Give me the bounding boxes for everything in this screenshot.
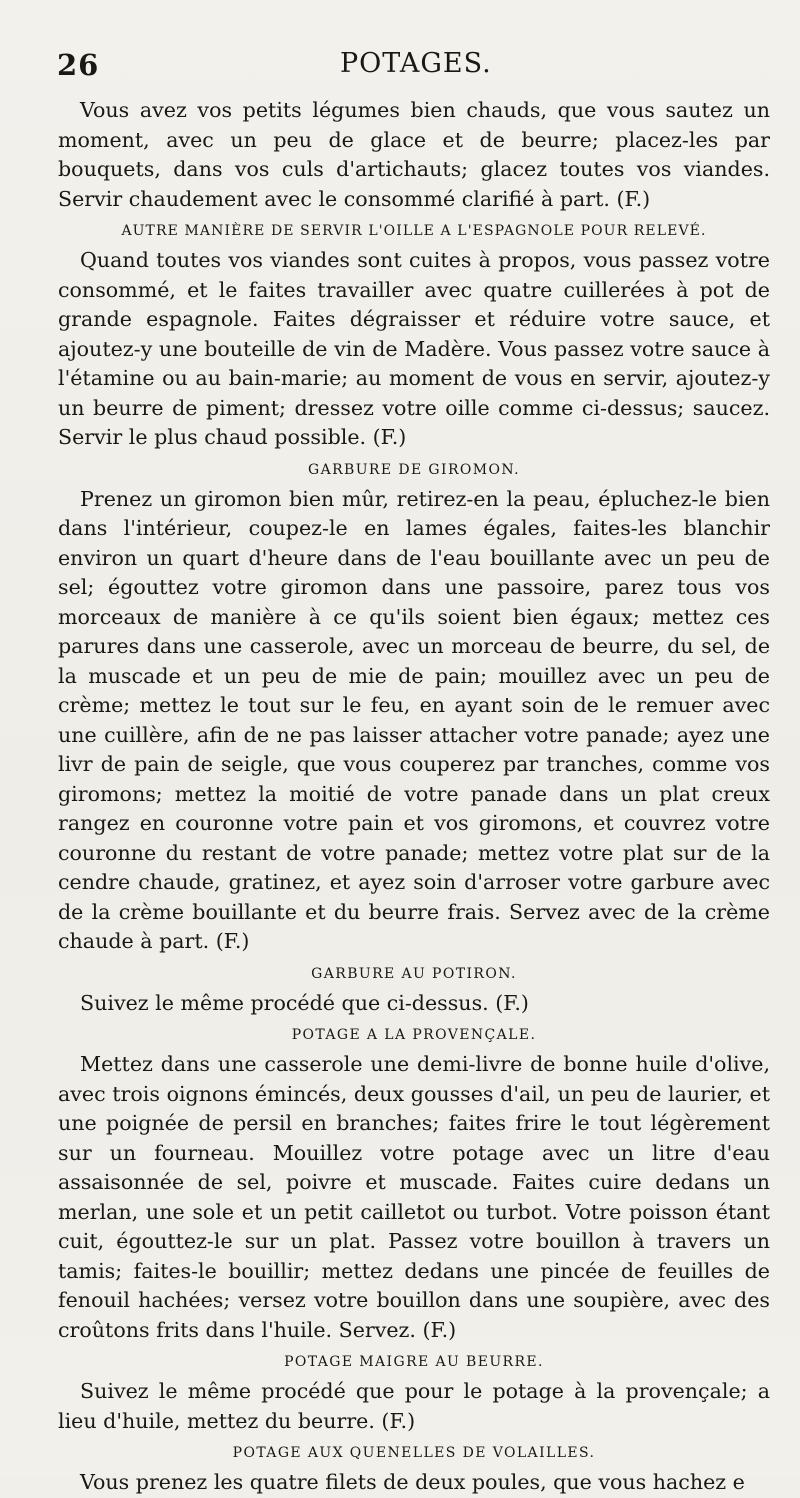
paragraph-potage-quenelles: Vous prenez les quatre filets de deux poules, que vous hachez e	[80, 1470, 745, 1494]
paragraph-garbure-giromon: Prenez un giromon bien mûr, retirez-en la peau, épluchez-le bien dans l'intérieur, coupez-le en lames égales, faites-les blanchir environ un quart d'heure dans de l'eau bouillante avec un peu de sel; égouttez votre giromon dans une passoire, parez tous vos morceaux de manière à ce qu'ils soient bien égaux; mettez ces parures dans une casserole, avec un morceau de beurre, du sel, de la muscade et un peu de mie de pain; mouillez avec un peu de crème; mettez le tout sur le feu, en ayant soin de le remuer avec une cuillère, afin de ne pas laisser attacher votre panade; ayez une livr de pain de seigle, que vous couperez par tranches, comme vos giromons; mettez la moitié de votre panade dans un plat creux rangez en couronne votre pain et vos giromons, et couvrez votre couronne du restant de votre panade; mettez votre plat sur de la cendre chaude, gratinez, et ayez soin d'arroser votre garbure avec de la crème bouillante et du beurre frais. Servez avec de la crème chaude à part. (F.)	[58, 486, 770, 953]
page-number: 26	[57, 48, 100, 82]
section-heading-potage-maigre: POTAGE MAIGRE AU BEURRE.	[284, 1354, 544, 1370]
paragraph-oille: Quand toutes vos viandes sont cuites à propos, vous passez votre consommé, et le faites travailler avec quatre cuillerées à pot de grande espagnole. Faites dégraisser et réduire votre sauce, et ajoutez-y une bouteille de vin de Madère. Vous passez votre sauce à l'étamine ou au bain-marie; au moment de vous en servir, ajoutez-y un beurre de piment; dressez votre oille comme ci-dessus; saucez. Servir le plus chaud possible. (F.)	[58, 248, 770, 449]
paragraph-legumes: Vous avez vos petits légumes bien chauds, que vous sautez un moment, avec un peu de glace et de beurre; placez-les par bouquets, dans vos culs d'artichauts; glacez toutes vos viandes. Servir chaudement avec le consommé clarifié à part. (F.)	[58, 98, 770, 211]
section-heading-oille: AUTRE MANIÈRE DE SERVIR L'OILLE A L'ESPAGNOLE POUR RELEVÉ.	[121, 223, 707, 239]
paragraph-garbure-potiron: Suivez le même procédé que ci-dessus. (F.)	[80, 990, 529, 1015]
running-title: POTAGES.	[340, 48, 492, 79]
paragraph-potage-maigre: Suivez le même procédé que pour le potage à la provençale; a lieu d'huile, mettez du beurre. (F.)	[58, 1379, 770, 1433]
section-heading-potage-quenelles: POTAGE AUX QUENELLES DE VOLAILLES.	[232, 1445, 596, 1461]
section-heading-potage-provencale: POTAGE A LA PROVENÇALE.	[291, 1027, 537, 1043]
running-head	[0, 48, 800, 86]
section-heading-garbure-potiron: GARBURE AU POTIRON.	[311, 965, 517, 982]
paragraph-potage-provencale: Mettez dans une casserole une demi-livre de bonne huile d'olive, avec trois oignons émincés, deux gousses d'ail, un peu de laurier, et une poignée de persil en branches; faites frire le tout légèrement sur un fourneau. Mouillez votre potage avec un litre d'eau assaisonnée de sel, poivre et muscade. Faites cuire dedans un merlan, une sole et un petit cailletot ou turbot. Votre poisson étant cuit, égouttez-le sur un plat. Passez votre bouillon à travers un tamis; faites-le bouillir; mettez dedans une pincée de feuilles de fenouil hachées; versez votre bouillon dans une soupière, avec des croûtons frits dans l'huile. Servez. (F.)	[58, 1052, 770, 1342]
page-body	[58, 96, 770, 1498]
section-heading-garbure-giromon: GARBURE DE GIROMON.	[308, 461, 520, 478]
